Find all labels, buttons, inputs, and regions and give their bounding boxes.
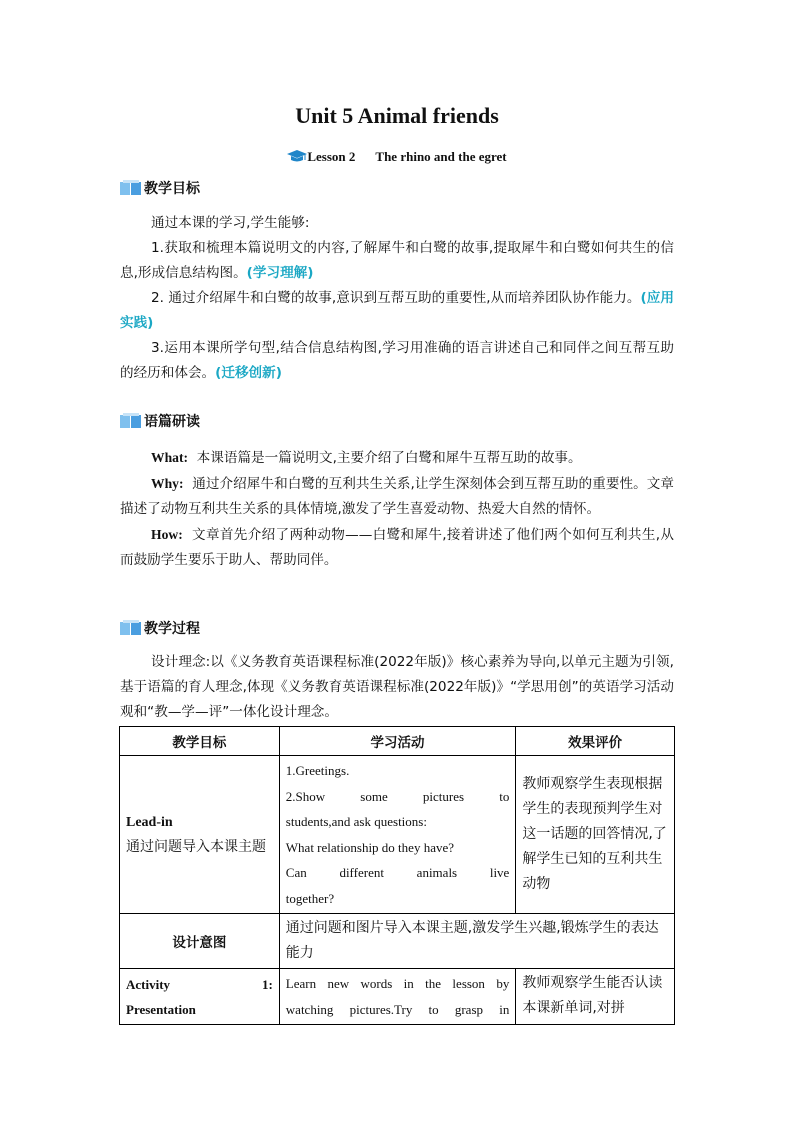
- activity-line: together?: [285, 890, 335, 906]
- activity1-subtitle: Presentation: [126, 1001, 196, 1017]
- process-concept: [120, 650, 674, 725]
- section-heading-process: [120, 618, 200, 638]
- analysis-body: [120, 445, 674, 573]
- objective-item-2: 2. 通过介绍犀牛和白鹭的故事,意识到互帮互助的重要性,从而培养团队协作能力。(应用实践): [120, 290, 674, 331]
- book-icon: [120, 180, 142, 196]
- lesson-subtitle: [0, 149, 794, 165]
- objective-item-3: 3.运用本课所学句型,结合信息结构图,学习用准确的语言讲述自己和同伴之间互帮互助的经历和体会。(迁移创新): [120, 340, 674, 381]
- analysis-why: Why: 通过介绍犀牛和白鹭的互利共生关系,让学生深刻体会到互帮互助的重要性。文章描述了动物互利共生关系的具体情境,激发了学生喜爱动物、热爱大自然的情怀。: [120, 476, 674, 517]
- activity1-activity-cell: [279, 969, 516, 1025]
- activity-line: Learn new words in the lesson by: [285, 976, 510, 991]
- concept-text: 设计理念:以《义务教育英语课程标准(2022年版)》核心素养为导向,以单元主题为引领,基于语篇的育人理念,体现《义务教育英语课程标准(2022年版)》“学思用创”的英语学习活动观和“教—学—评”一体化设计理念。: [120, 654, 674, 720]
- graduation-cap-icon: [287, 150, 307, 162]
- book-icon: [120, 620, 142, 636]
- leadin-goal-cell: [120, 756, 280, 914]
- table-row: [120, 756, 675, 914]
- leadin-title: Lead-in: [126, 814, 173, 830]
- objective-tag-3: (迁移创新): [215, 365, 282, 381]
- leadin-evaluation-cell: 教师观察学生表现根据学生的表现预判学生对这一话题的回答情况,了解学生已知的互利共生动物: [516, 756, 675, 914]
- activity-line: 1.Greetings.: [285, 763, 350, 778]
- intent-label: 设计意图: [120, 914, 280, 969]
- lesson-plan-table: [119, 726, 675, 1025]
- activity-line: Can different animals live: [285, 865, 510, 880]
- section-heading-analysis: [120, 411, 200, 431]
- analysis-how: How: 文章首先介绍了两种动物——白鹭和犀牛,接着讲述了他们两个如何互利共生,从而鼓励学生要乐于助人、帮助同伴。: [120, 527, 674, 568]
- section-heading-text: 教学过程: [144, 621, 200, 637]
- book-icon: [120, 413, 142, 429]
- intent-text: 通过问题和图片导入本课主题,激发学生兴趣,锻炼学生的表达能力: [279, 914, 674, 969]
- objectives-body: [120, 211, 674, 386]
- activity1-evaluation-cell: 教师观察学生能否认读本课新单词,对拼: [516, 969, 675, 1025]
- table-header-row: [120, 727, 675, 756]
- lesson-number: Lesson 2: [307, 149, 356, 164]
- activity1-goal-cell: Activity 1: Presentation: [120, 969, 280, 1025]
- lesson-name: The rhino and the egret: [375, 149, 507, 164]
- objective-tag-1: (学习理解): [246, 265, 314, 281]
- activity-line: 2.Show some pictures to: [285, 788, 510, 804]
- section-heading-text: 教学目标: [144, 181, 200, 197]
- section-heading-text: 语篇研读: [144, 414, 200, 430]
- table-header: 学习活动: [279, 727, 516, 756]
- leadin-activity-cell: [279, 756, 516, 914]
- table-row: [120, 969, 675, 1025]
- leadin-goal-text: 通过问题导入本课主题: [126, 838, 266, 855]
- document-title: Unit 5 Animal friends: [295, 103, 499, 128]
- analysis-what: What: 本课语篇是一篇说明文,主要介绍了白鹭和犀牛互帮互助的故事。: [151, 450, 582, 466]
- objective-item-1: 1.获取和梳理本篇说明文的内容,了解犀牛和白鹭的故事,提取犀牛和白鹭如何共生的信息,形成信息结构图。(学习理解): [120, 240, 674, 281]
- table-row: [120, 914, 675, 969]
- section-heading-objectives: [120, 178, 200, 198]
- table-header: 教学目标: [120, 727, 280, 756]
- table-header: 效果评价: [516, 727, 675, 756]
- objective-tag-2: (应用实践): [120, 290, 674, 331]
- activity-line: students,and ask questions:: [285, 814, 427, 829]
- objectives-intro: 通过本课的学习,学生能够:: [151, 215, 310, 231]
- activity-line: What relationship do they have?: [285, 839, 455, 855]
- activity-line: watching pictures.Try to grasp in: [285, 1001, 510, 1017]
